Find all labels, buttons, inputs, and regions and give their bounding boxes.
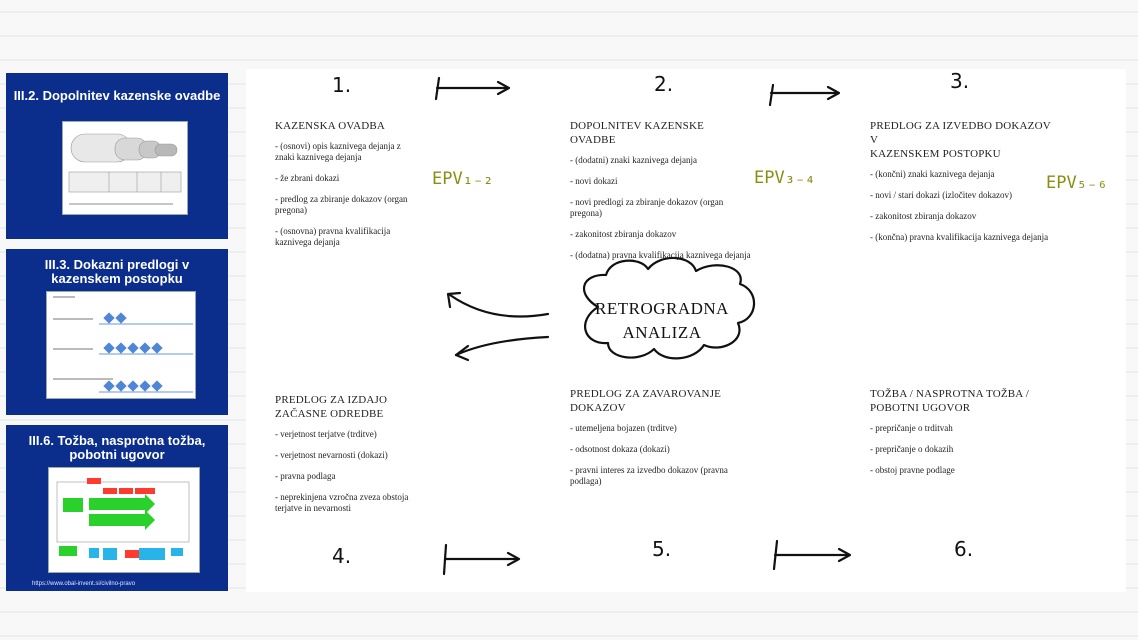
list-item: - (končna) pravna kvalifikacija kaznivega dejanja bbox=[870, 232, 1049, 242]
whiteboard-canvas bbox=[246, 69, 1126, 592]
panel-heading-line2: KAZENSKEM POSTOPKU bbox=[870, 148, 1001, 160]
slide-thumbnail-3[interactable] bbox=[6, 425, 228, 591]
slide-diagram bbox=[46, 291, 196, 399]
panel-predlog-za-izvedbo-dokazov bbox=[870, 119, 1056, 253]
panel-heading: DOPOLNITEV KAZENSKE OVADBE bbox=[570, 120, 705, 146]
slide-url: https://www.obal-invent.si/civilno-pravo bbox=[32, 581, 136, 587]
list-item: - (osnovi) opis kaznivega dejanja z znaki kaznivega dejanja bbox=[275, 141, 401, 162]
step-number-4: 4. bbox=[332, 544, 352, 568]
list-item: - prepričanje o trditvah bbox=[870, 423, 953, 433]
list-item: - (končni) znaki kaznivega dejanja bbox=[870, 169, 995, 179]
list-item: - pravni interes za izvedbo dokazov (pravna podlaga) bbox=[570, 465, 728, 486]
list-item: - (dodatna) pravna kvalifikacija kaznivega dejanja bbox=[570, 250, 751, 260]
list-item: - predlog za zbiranje dokazov (organ pregona) bbox=[275, 194, 408, 215]
list-item: - verjetnost terjatve (trditve) bbox=[275, 429, 377, 439]
list-item: - (dodatni) znaki kaznivega dejanja bbox=[570, 155, 697, 165]
panel-heading bbox=[570, 387, 750, 415]
list-item: - že zbrani dokazi bbox=[275, 173, 340, 183]
step-number-5: 5. bbox=[652, 537, 672, 561]
panel-heading-line1: PREDLOG ZA IZDAJO bbox=[275, 394, 388, 406]
list-item: - obstoj pravne podlage bbox=[870, 465, 955, 475]
step-number-6: 6. bbox=[954, 537, 974, 561]
cloud-line1: RETROGRADNA bbox=[595, 299, 729, 318]
cloud-line2: ANALIZA bbox=[622, 323, 702, 342]
slide-thumbnail-1[interactable] bbox=[6, 73, 228, 239]
list-item: - novi dokazi bbox=[570, 176, 618, 186]
panel-predlog-za-zavarovanje-dokazov bbox=[570, 387, 750, 497]
slide-diagram bbox=[48, 467, 200, 573]
slide-title-line2: kazenskem postopku bbox=[51, 271, 183, 286]
panel-dopolnitev-kazenske-ovadbe bbox=[570, 119, 752, 271]
panel-heading-line2: DOKAZOV bbox=[570, 402, 626, 414]
panel-heading bbox=[275, 393, 425, 421]
panel-heading-line1: PREDLOG ZA IZVEDBO DOKAZOV V bbox=[870, 120, 1051, 146]
step-number-1: 1. bbox=[332, 73, 352, 97]
panel-predlog-za-izdajo-zacasne-odredbe bbox=[275, 393, 425, 524]
list-item: - pravna podlaga bbox=[275, 471, 336, 481]
list-item: - zakonitost zbiranja dokazov bbox=[870, 211, 977, 221]
slide-title: III.2. Dopolnitev kazenske ovadbe bbox=[13, 88, 221, 103]
list-item: - zakonitost zbiranja dokazov bbox=[570, 229, 677, 239]
panel-heading-line2: POBOTNI UGOVOR bbox=[870, 402, 971, 414]
list-item: - utemeljena bojazen (trditve) bbox=[570, 423, 677, 433]
panel-heading-line1: PREDLOG ZA ZAVAROVANJE bbox=[570, 388, 722, 400]
slide-title-line2: pobotni ugovor bbox=[69, 447, 165, 462]
list-item: - (osnovna) pravna kvalifikacija kaznivega dejanja bbox=[275, 226, 391, 247]
panel-tozba-nasprotna-tozba bbox=[870, 387, 1056, 486]
list-item: - verjetnost nevarnosti (dokazi) bbox=[275, 450, 388, 460]
list-item: - prepričanje o dokazih bbox=[870, 444, 954, 454]
list-item: - novi predlogi za zbiranje dokazov (organ pregona) bbox=[570, 197, 724, 218]
panel-heading-line1: TOŽBA / NASPROTNA TOŽBA / bbox=[870, 388, 1030, 400]
list-item: - novi / stari dokazi (izločitev dokazov) bbox=[870, 190, 1012, 200]
slide-thumbnail-2[interactable] bbox=[6, 249, 228, 415]
panel-heading-line2: ZAČASNE ODREDBE bbox=[275, 408, 384, 420]
slide-title-line1: III.6. Tožba, nasprotna tožba, bbox=[28, 433, 206, 448]
epv-label-3: EPV₅₋₆ bbox=[1046, 173, 1108, 193]
list-item: - neprekinjena vzročna zveza obstoja terjatve in nevarnosti bbox=[275, 492, 409, 513]
panel-heading: KAZENSKA OVADBA bbox=[275, 120, 386, 132]
step-number-2: 2. bbox=[654, 72, 674, 96]
panel-heading bbox=[870, 119, 1056, 161]
epv-label-2: EPV₃₋₄ bbox=[754, 168, 816, 188]
panel-kazenska-ovadba bbox=[275, 119, 415, 258]
panel-heading bbox=[870, 387, 1056, 415]
epv-label-1: EPV₁₋₂ bbox=[432, 169, 494, 189]
slide-diagram bbox=[62, 121, 188, 215]
step-number-3: 3. bbox=[950, 69, 970, 93]
list-item: - odsotnost dokaza (dokazi) bbox=[570, 444, 670, 454]
slide-title-line1: III.3. Dokazni predlogi v bbox=[44, 257, 190, 272]
